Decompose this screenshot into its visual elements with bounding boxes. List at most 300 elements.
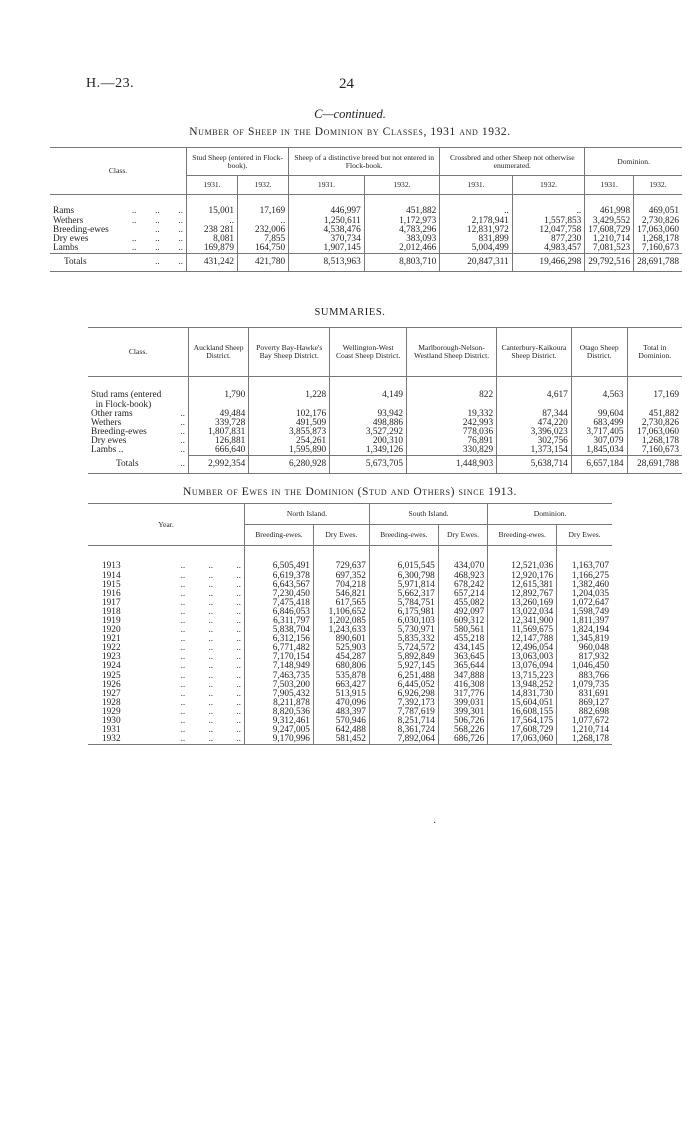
row-label: Totals [64, 256, 87, 267]
value-cell: 339,728 [189, 419, 249, 428]
value-cell: 1,824,194 [557, 626, 612, 635]
value-cell: 7,170,154 [245, 653, 314, 662]
value-cell: 7,160,673 [634, 244, 682, 254]
value-cell: 506,726 [438, 717, 487, 726]
leader-dots: .. .. .. [180, 579, 241, 590]
island-header: North Island. [245, 504, 370, 525]
value-cell: 1,807,831 [189, 428, 249, 437]
value-cell: .. [512, 195, 585, 217]
district-header: Auckland Sheep District. [189, 328, 249, 377]
leader-dots: .. .. .. [180, 588, 241, 599]
class-cell [88, 377, 189, 401]
total-cell: 19,466,298 [512, 253, 585, 271]
row-label: Lambs [53, 242, 79, 253]
leader-dots: .. .. .. [180, 652, 241, 663]
value-cell: 678,242 [438, 581, 487, 590]
value-cell: 663,427 [313, 681, 369, 690]
value-cell: 126,881 [189, 437, 249, 446]
page-number: 24 [339, 76, 354, 92]
value-cell: 7,081,523 [585, 244, 634, 254]
total-cell: 2,992,354 [189, 456, 249, 474]
value-cell: 642,488 [313, 726, 369, 735]
value-cell: 6,846,053 [245, 608, 314, 617]
island-header: Dominion. [488, 504, 612, 525]
value-cell: 1,268,178 [557, 735, 612, 745]
value-cell: 200,310 [330, 437, 407, 446]
value-cell: 12,147,788 [488, 635, 557, 644]
island-header: South Island. [369, 504, 487, 525]
value-cell: 960,048 [557, 644, 612, 653]
value-cell: 87,344 [497, 410, 572, 419]
totals-label-cell [88, 456, 189, 474]
value-cell: 6,445,052 [369, 681, 438, 690]
value-cell: 7,230,450 [245, 590, 314, 599]
leader-dots: .. .. .. [180, 643, 241, 654]
value-cell: 17,169 [238, 195, 289, 217]
value-cell: 817,932 [557, 653, 612, 662]
leader-dots: .. .. .. [180, 625, 241, 636]
value-cell: 657,214 [438, 590, 487, 599]
year-header: 1931. [289, 176, 365, 195]
value-cell: 12,341,900 [488, 617, 557, 626]
summaries-title: SUMMARIES. [314, 307, 386, 318]
value-cell: 7,160,673 [627, 446, 682, 456]
year-label: 1929 [102, 706, 121, 717]
value-cell: 5,724,572 [369, 644, 438, 653]
year-header: 1931. [585, 176, 634, 195]
year-label: 1920 [102, 625, 121, 636]
value-cell: 1,598,749 [557, 608, 612, 617]
value-cell: 8,081 [187, 235, 238, 244]
stray-mark: · [433, 818, 437, 829]
total-cell: 5,638,714 [497, 456, 572, 474]
value-cell: 1,072,647 [557, 599, 612, 608]
value-cell: 7,892,064 [369, 735, 438, 745]
value-cell: 474,220 [497, 419, 572, 428]
continued-heading: C—continued. [314, 107, 386, 121]
row-label: Wethers [53, 215, 84, 226]
row-label: Dry ewes [53, 233, 89, 244]
value-cell: 498,886 [330, 419, 407, 428]
value-cell: 869,127 [557, 699, 612, 708]
value-cell: 446,997 [289, 195, 365, 217]
value-cell: 99,604 [571, 410, 627, 419]
value-cell: 1,210,714 [557, 726, 612, 735]
value-cell: 5,927,145 [369, 662, 438, 671]
leader-dots: .. .. .. [180, 561, 241, 572]
leader-dots: .. .. [155, 256, 183, 267]
value-cell: 1,268,178 [627, 437, 682, 446]
value-cell: 483,397 [313, 708, 369, 717]
value-cell: 7,148,949 [245, 662, 314, 671]
value-cell: 8,820,536 [245, 708, 314, 717]
sub-header: Breeding-ewes. [488, 525, 557, 546]
leader-dots: .. .. .. [131, 242, 183, 253]
totals-label-cell [50, 253, 187, 271]
leader-dots: .. .. .. [180, 670, 241, 681]
district-header: Otago Sheep District. [571, 328, 627, 377]
leader-dots: .. .. .. [131, 215, 183, 226]
row-label: Stud rams (entered [91, 390, 162, 401]
year-header: 1932. [238, 176, 289, 195]
value-cell: 242,993 [407, 419, 497, 428]
year-label: 1932 [102, 734, 121, 745]
district-header: Canterbury-Kaikoura Sheep District. [497, 328, 572, 377]
table-row [88, 735, 612, 745]
value-cell: 1,845,034 [571, 446, 627, 456]
value-cell: 14,831,730 [488, 690, 557, 699]
leader-dots: .. .. .. [180, 597, 241, 608]
sub-header: Dry Ewes. [557, 525, 612, 546]
total-cell: 8,803,710 [364, 253, 440, 271]
year-header: 1931. [440, 176, 512, 195]
total-cell: 28,691,788 [627, 456, 682, 474]
value-cell: 729,637 [313, 546, 369, 572]
value-cell: 399,301 [438, 708, 487, 717]
value-cell: 13,022,034 [488, 608, 557, 617]
value-cell: 1,079,735 [557, 681, 612, 690]
row-label: in Flock-book) [91, 399, 152, 410]
leader-dots: .. [180, 445, 185, 456]
value-cell: 254,261 [249, 437, 330, 446]
value-cell: 882,698 [557, 708, 612, 717]
class-cell [50, 195, 187, 217]
value-cell: 76,891 [407, 437, 497, 446]
value-cell: 568,226 [438, 726, 487, 735]
value-cell: 454,287 [313, 653, 369, 662]
value-cell: 302,756 [497, 437, 572, 446]
row-label: Other rams [91, 408, 133, 419]
value-cell: 580,561 [438, 626, 487, 635]
value-cell: 5,662,317 [369, 590, 438, 599]
value-cell: 4,538,476 [289, 226, 365, 235]
total-cell: 1,448,903 [407, 456, 497, 474]
row-label: Breeding-ewes [91, 426, 147, 437]
value-cell: 5,838,704 [245, 626, 314, 635]
value-cell: 7,392,173 [369, 699, 438, 708]
row-label: Totals [116, 459, 139, 470]
value-cell: 5,784,751 [369, 599, 438, 608]
row-label: Rams [53, 206, 75, 217]
table-row [50, 244, 682, 254]
year-label: 1918 [102, 606, 121, 617]
table-row [88, 446, 682, 456]
value-cell: 3,717,405 [571, 428, 627, 437]
leader-dots: .. [180, 408, 185, 419]
value-cell: 9,247,005 [245, 726, 314, 735]
leader-dots: .. .. [155, 224, 183, 235]
value-cell: 399,031 [438, 699, 487, 708]
value-cell: 13,948,252 [488, 681, 557, 690]
value-cell: 1,204,035 [557, 590, 612, 599]
year-header: 1932. [364, 176, 440, 195]
class-header: Class. [108, 166, 128, 175]
value-cell: 9,170,996 [245, 735, 314, 745]
value-cell: 7,905,432 [245, 690, 314, 699]
value-cell: 6,015,545 [369, 546, 438, 572]
value-cell: 4,563 [571, 377, 627, 401]
value-cell: 17,564,175 [488, 717, 557, 726]
value-cell: 8,361,724 [369, 726, 438, 735]
value-cell: 17,608,729 [585, 226, 634, 235]
value-cell: 17,063,060 [488, 735, 557, 745]
group-header: Crossbred and other Sheep not otherwise enumerated. [440, 148, 585, 176]
value-cell: 666,640 [189, 446, 249, 456]
value-cell: 1,373,154 [497, 446, 572, 456]
value-cell: 434,070 [438, 546, 487, 572]
table-row [88, 546, 612, 572]
value-cell: 3,855,873 [249, 428, 330, 437]
value-cell: 370,734 [289, 235, 365, 244]
value-cell: 330,829 [407, 446, 497, 456]
value-cell: 831,899 [440, 235, 512, 244]
value-cell: 1,210,714 [585, 235, 634, 244]
table-row [50, 195, 682, 217]
value-cell: 3,396,023 [497, 428, 572, 437]
value-cell: 416,308 [438, 681, 487, 690]
year-header: 1932. [512, 176, 585, 195]
value-cell: 49,484 [189, 410, 249, 419]
value-cell: 15,001 [187, 195, 238, 217]
value-cell: 232,006 [238, 226, 289, 235]
value-cell: 3,429,552 [585, 217, 634, 226]
value-cell: 347,888 [438, 672, 487, 681]
value-cell: 683,499 [571, 419, 627, 428]
value-cell: 491,509 [249, 419, 330, 428]
leader-dots: .. .. .. [180, 606, 241, 617]
value-cell: 2,178,941 [440, 217, 512, 226]
class-cell [50, 244, 187, 254]
value-cell: 890,601 [313, 635, 369, 644]
value-cell: 17,063,060 [634, 226, 682, 235]
table-row [88, 377, 682, 401]
value-cell: 169,879 [187, 244, 238, 254]
total-cell: 28,691,788 [634, 253, 682, 271]
value-cell: 609,312 [438, 617, 487, 626]
value-cell: 1,382,460 [557, 581, 612, 590]
value-cell: 383,093 [364, 235, 440, 244]
value-cell: 17,063,060 [627, 428, 682, 437]
value-cell: 4,617 [497, 377, 572, 401]
value-cell: 365,644 [438, 662, 487, 671]
leader-dots: .. .. .. [180, 725, 241, 736]
value-cell: 12,615,381 [488, 581, 557, 590]
year-label: 1922 [102, 643, 121, 654]
row-label: Dry ewes [91, 435, 127, 446]
value-cell: 12,920,176 [488, 572, 557, 581]
year-label: 1925 [102, 670, 121, 681]
leader-dots: .. [180, 435, 185, 446]
value-cell: 883,766 [557, 672, 612, 681]
value-cell: 1,077,672 [557, 717, 612, 726]
year-header: 1931. [187, 176, 238, 195]
totals-row [88, 456, 682, 474]
row-label: Wethers [91, 417, 122, 428]
value-cell: 363,645 [438, 653, 487, 662]
leader-dots: .. .. .. [180, 661, 241, 672]
district-header: Total in Dominion. [627, 328, 682, 377]
total-cell: 6,280,928 [249, 456, 330, 474]
value-cell: 451,882 [627, 410, 682, 419]
value-cell: 2,730,826 [634, 217, 682, 226]
value-cell: 8,211,878 [245, 699, 314, 708]
value-cell: 4,983,457 [512, 244, 585, 254]
value-cell: 1,349,126 [330, 446, 407, 456]
value-cell: 697,352 [313, 572, 369, 581]
total-cell: 421,780 [238, 253, 289, 271]
value-cell: 12,496,054 [488, 644, 557, 653]
value-cell: 307,079 [571, 437, 627, 446]
year-label: 1923 [102, 652, 121, 663]
value-cell: 5,835,332 [369, 635, 438, 644]
value-cell: 570,946 [313, 717, 369, 726]
total-cell: 5,673,705 [330, 456, 407, 474]
leader-dots: .. .. .. [180, 570, 241, 581]
value-cell: 1,046,450 [557, 662, 612, 671]
value-cell: 525,903 [313, 644, 369, 653]
value-cell: 6,643,567 [245, 581, 314, 590]
total-cell: 20,847,311 [440, 253, 512, 271]
value-cell: 11,569,675 [488, 626, 557, 635]
value-cell: 4,783,296 [364, 226, 440, 235]
value-cell: .. [187, 217, 238, 226]
value-cell: 12,892,767 [488, 590, 557, 599]
summaries-table [88, 327, 682, 474]
value-cell: 317,776 [438, 690, 487, 699]
class-header: Class. [128, 347, 148, 356]
value-cell: 686,726 [438, 735, 487, 745]
value-cell: 822 [407, 377, 497, 401]
value-cell: 17,169 [627, 377, 682, 401]
sub-header: Breeding-ewes. [245, 525, 314, 546]
value-cell: 6,312,156 [245, 635, 314, 644]
leader-dots: .. [180, 417, 185, 428]
year-label: 1926 [102, 679, 121, 690]
value-cell: 6,505,491 [245, 546, 314, 572]
value-cell: 461,998 [585, 195, 634, 217]
value-cell: 5,971,814 [369, 581, 438, 590]
value-cell: 831,691 [557, 690, 612, 699]
total-cell: 8,513,963 [289, 253, 365, 271]
value-cell: 535,878 [313, 672, 369, 681]
sheep-by-class-table [50, 147, 682, 272]
table3-title: Number of Ewes in the Dominion (Stud and Others) since 1913. [183, 486, 517, 498]
value-cell: 1,172,973 [364, 217, 440, 226]
value-cell: 15,604,051 [488, 699, 557, 708]
leader-dots: .. .. .. [131, 233, 183, 244]
value-cell: 1,228 [249, 377, 330, 401]
value-cell: 434,145 [438, 644, 487, 653]
value-cell: 6,300,798 [369, 572, 438, 581]
value-cell: 6,771,482 [245, 644, 314, 653]
year-label: 1928 [102, 697, 121, 708]
value-cell: 1,790 [189, 377, 249, 401]
leader-dots: .. .. .. [180, 634, 241, 645]
value-cell: 1,811,397 [557, 617, 612, 626]
value-cell: 470,096 [313, 699, 369, 708]
year-header: 1932. [634, 176, 682, 195]
page-reference: H.—23. [86, 76, 135, 91]
value-cell: 1,166,275 [557, 572, 612, 581]
value-cell: 5,004,499 [440, 244, 512, 254]
leader-dots: .. .. .. [180, 734, 241, 745]
value-cell: 6,926,298 [369, 690, 438, 699]
value-cell: 13,076,094 [488, 662, 557, 671]
value-cell: 4,149 [330, 377, 407, 401]
year-label: 1914 [102, 570, 121, 581]
group-header: Dominion. [585, 148, 682, 176]
value-cell: 12,047,758 [512, 226, 585, 235]
value-cell: 7,503,200 [245, 681, 314, 690]
value-cell: 6,619,378 [245, 572, 314, 581]
value-cell: 13,260,169 [488, 599, 557, 608]
district-header: Poverty Bay-Hawke's Bay Sheep District. [249, 328, 330, 377]
value-cell: 8,251,714 [369, 717, 438, 726]
value-cell: 7,463,735 [245, 672, 314, 681]
leader-dots: .. [180, 426, 185, 437]
year-header: Year. [158, 519, 174, 529]
value-cell: 2,012,466 [364, 244, 440, 254]
table1-title: Number of Sheep in the Dominion by Classes, 1931 and 1932. [189, 126, 511, 138]
value-cell: 238 281 [187, 226, 238, 235]
value-cell: 513,915 [313, 690, 369, 699]
total-cell: 6,657,184 [571, 456, 627, 474]
value-cell: 12,831,972 [440, 226, 512, 235]
leader-dots: .. .. .. [180, 706, 241, 717]
year-label: 1927 [102, 688, 121, 699]
year-label: 1930 [102, 716, 121, 726]
table-row [50, 217, 682, 226]
value-cell: 704,218 [313, 581, 369, 590]
value-cell: 6,175,981 [369, 608, 438, 617]
leader-dots: .. .. .. [180, 697, 241, 708]
value-cell: 17,608,729 [488, 726, 557, 735]
row-label: Lambs .. [91, 445, 124, 456]
leader-dots: .. .. .. [180, 688, 241, 699]
value-cell: 16,608,155 [488, 708, 557, 717]
value-cell: 12,521,036 [488, 546, 557, 572]
value-cell: 13,063,003 [488, 653, 557, 662]
year-label: 1913 [102, 561, 121, 572]
value-cell: 93,942 [330, 410, 407, 419]
district-header: Wellington-West Coast Sheep District. [330, 328, 407, 377]
value-cell: 102,176 [249, 410, 330, 419]
year-label: 1921 [102, 634, 121, 645]
group-header: Stud Sheep (entered in Flock-book). [187, 148, 289, 176]
value-cell: 581,452 [313, 735, 369, 745]
value-cell: 1,907,145 [289, 244, 365, 254]
leader-dots: .. .. .. [180, 615, 241, 626]
value-cell: 1,268,178 [634, 235, 682, 244]
value-cell: 680,806 [313, 662, 369, 671]
ewes-since-1913-table [88, 503, 612, 745]
district-header: Marlborough-Nelson-Westland Sheep District. [407, 328, 497, 377]
value-cell: 469,051 [634, 195, 682, 217]
leader-dots: .. [180, 459, 185, 470]
value-cell: 455,218 [438, 635, 487, 644]
value-cell: 455,082 [438, 599, 487, 608]
value-cell: 492,097 [438, 608, 487, 617]
total-cell: 431,242 [187, 253, 238, 271]
value-cell: 1,243,633 [313, 626, 369, 635]
value-cell: 3,527,292 [330, 428, 407, 437]
leader-dots: .. .. .. [180, 716, 241, 726]
value-cell: 5,892,849 [369, 653, 438, 662]
sub-header: Dry Ewes. [313, 525, 369, 546]
value-cell: 7,475,418 [245, 599, 314, 608]
value-cell: 1,202,085 [313, 617, 369, 626]
year-cell [88, 546, 245, 572]
